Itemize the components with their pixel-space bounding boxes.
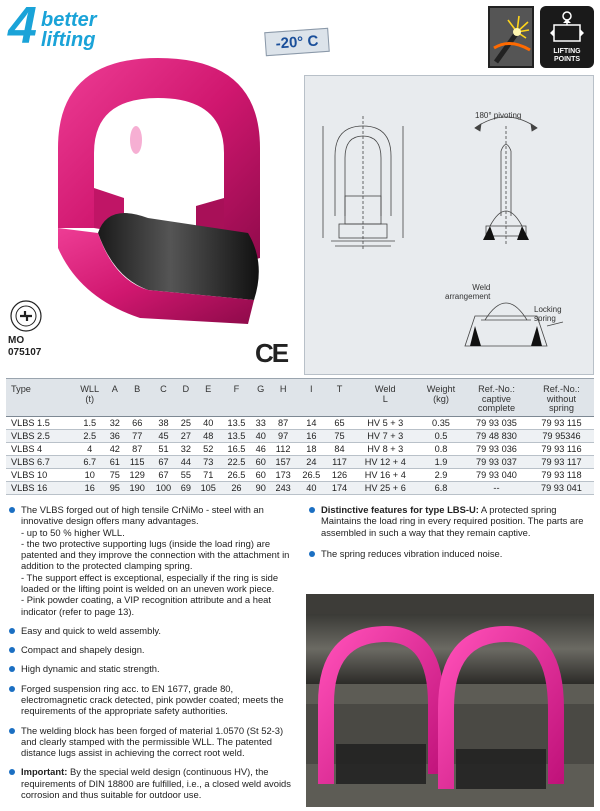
bg-pruefzert-seal-icon <box>10 300 42 332</box>
table-cell: 0.8 <box>418 443 464 456</box>
table-cell: 16.5 <box>221 443 251 456</box>
table-cell: 27 <box>177 430 196 443</box>
table-cell: 79 93 037 <box>464 456 529 469</box>
column-header-line: captive <box>481 393 512 404</box>
table-cell: 79 93 041 <box>529 482 594 495</box>
table-header-row <box>6 379 594 417</box>
table-cell: 0.35 <box>418 417 464 430</box>
table-body <box>6 417 594 495</box>
table-cell: 22.5 <box>221 456 251 469</box>
table-cell: 79 93 116 <box>529 443 594 456</box>
table-cell: 1.5 <box>74 417 106 430</box>
table-cell: 97 <box>270 430 296 443</box>
table-row <box>6 469 594 482</box>
table-row <box>6 482 594 495</box>
product-photo <box>28 28 290 328</box>
table-cell: 44 <box>177 456 196 469</box>
feature-item: Compact and shapely design. <box>6 644 300 655</box>
table-cell: 60 <box>251 469 270 482</box>
column-header <box>195 379 221 417</box>
column-header <box>418 379 464 417</box>
column-header-line: C <box>160 384 167 394</box>
column-header-line: Weight <box>426 384 456 394</box>
column-header <box>353 379 418 417</box>
table-cell: 18 <box>296 443 326 456</box>
table-cell: 190 <box>124 482 150 495</box>
table-cell: 40 <box>195 417 221 430</box>
table-cell: 79 93 036 <box>464 443 529 456</box>
table-cell: 79 95346 <box>529 430 594 443</box>
table-cell: 2.9 <box>418 469 464 482</box>
lifting-label-2: POINTS <box>553 55 581 63</box>
table-cell: 129 <box>124 469 150 482</box>
table-cell: 75 <box>106 469 125 482</box>
table-cell: 48 <box>195 430 221 443</box>
table-cell: 55 <box>177 469 196 482</box>
table-cell: 46 <box>251 443 270 456</box>
table-cell: 10 <box>74 469 106 482</box>
table-cell: 79 93 035 <box>464 417 529 430</box>
table-cell: 105 <box>195 482 221 495</box>
table-cell: HV 25 + 6 <box>353 482 418 495</box>
column-header-line: Weld <box>374 384 396 394</box>
column-header <box>74 379 106 417</box>
feature-item <box>6 504 300 617</box>
table-cell: 67 <box>150 469 176 482</box>
table-cell: 42 <box>106 443 125 456</box>
feature-lead-text: The VLBS forged out of high tensile CrNiMo - steel with an innovative design offers many advantages. <box>21 504 264 527</box>
column-header <box>529 379 594 417</box>
cert-line-2: 075107 <box>8 346 42 358</box>
table-cell: 36 <box>106 430 125 443</box>
table-cell: 40 <box>296 482 326 495</box>
feature-item: The welding block has been forged of material 1.0570 (St 52-3) and clearly stamped with the permissible WLL. The patented distance lugs assist in achieving the correct root weld. <box>6 725 300 759</box>
table-cell: 79 93 115 <box>529 417 594 430</box>
column-header <box>124 379 150 417</box>
table-cell: HV 5 + 3 <box>353 417 418 430</box>
column-header-line: D <box>182 384 190 394</box>
table-cell: 79 93 117 <box>529 456 594 469</box>
feature-item: High dynamic and static strength. <box>6 663 300 674</box>
column-header-line: without <box>546 393 577 404</box>
locking-label-1: Locking <box>534 305 562 314</box>
table-row <box>6 430 594 443</box>
feature-item: The spring reduces vibration induced noise. <box>306 548 596 559</box>
table-cell: 25 <box>177 417 196 430</box>
table-cell: 117 <box>326 456 352 469</box>
column-header-line: (kg) <box>433 393 449 404</box>
table-cell: 4 <box>74 443 106 456</box>
column-header <box>177 379 196 417</box>
table-cell: 14 <box>296 417 326 430</box>
logo-word-lifting: lifting <box>41 29 96 51</box>
column-header <box>464 379 529 417</box>
technical-drawing <box>304 75 594 375</box>
table-cell: 26 <box>221 482 251 495</box>
ce-mark: CE <box>255 338 288 368</box>
pivot-label: 180° pivoting <box>475 111 522 120</box>
table-cell: HV 16 + 4 <box>353 469 418 482</box>
table-cell: 16 <box>74 482 106 495</box>
column-header-line: WLL <box>80 384 100 394</box>
column-header-line: L <box>382 393 388 404</box>
feature-list-right <box>306 504 596 559</box>
table-cell: 84 <box>326 443 352 456</box>
table-cell: 173 <box>270 469 296 482</box>
table-cell: 16 <box>296 430 326 443</box>
table-cell: 126 <box>326 469 352 482</box>
table-cell: 79 93 040 <box>464 469 529 482</box>
feature-sub-text: - Pink powder coating, a VIP recognition attribute and a heat indicator (refer to page 13). <box>21 594 271 617</box>
table-cell: HV 8 + 3 <box>353 443 418 456</box>
column-header-line: Ref.-No.: <box>543 384 580 394</box>
weld-label-1: Weld <box>472 283 491 292</box>
table-cell: 75 <box>326 430 352 443</box>
important-text: By the special weld design (continuous HV), the requirements of DIN 18800 are fulfilled, i.e., a closed weld avoids corrosion and thus suitable for outdoor use. <box>21 766 291 800</box>
table-cell: 40 <box>251 430 270 443</box>
table-cell: 26.5 <box>221 469 251 482</box>
feature-item <box>306 504 596 538</box>
table-cell: 33 <box>251 417 270 430</box>
table-cell: 60 <box>251 456 270 469</box>
column-header-line: F <box>233 384 240 394</box>
table-cell: 90 <box>251 482 270 495</box>
column-header <box>251 379 270 417</box>
certification-number <box>8 335 41 358</box>
table-cell: 87 <box>124 443 150 456</box>
table-cell: 6.8 <box>418 482 464 495</box>
weld-arrangement-label <box>445 284 490 302</box>
table-cell: -- <box>464 482 529 495</box>
table-cell: 67 <box>150 456 176 469</box>
table-cell: 243 <box>270 482 296 495</box>
table-cell: 13.5 <box>221 417 251 430</box>
table-cell: 115 <box>124 456 150 469</box>
column-header <box>150 379 176 417</box>
table-cell: 51 <box>150 443 176 456</box>
table-row <box>6 456 594 469</box>
column-header-line: spring <box>548 403 574 414</box>
table-cell: 26.5 <box>296 469 326 482</box>
logo-word-better: better <box>41 9 97 31</box>
welded-lifting-points-photo <box>306 594 594 807</box>
column-header-line: G <box>257 384 265 394</box>
column-header <box>270 379 296 417</box>
table-cell: VLBS 2.5 <box>6 430 74 443</box>
table-cell: VLBS 6.7 <box>6 456 74 469</box>
logo-digit: 4 <box>8 0 37 55</box>
table-cell: VLBS 10 <box>6 469 74 482</box>
column-header <box>296 379 326 417</box>
locking-label-2: spring <box>534 313 556 323</box>
table-cell: 174 <box>326 482 352 495</box>
table-cell: 6.7 <box>74 456 106 469</box>
column-header <box>221 379 251 417</box>
cert-line-1: MO <box>8 335 25 346</box>
table-cell: 95 <box>106 482 125 495</box>
table-cell: 0.5 <box>418 430 464 443</box>
lifting-points-icon <box>540 6 594 68</box>
column-header-line: I <box>310 384 313 394</box>
column-header-line: H <box>279 384 287 394</box>
column-header-line: E <box>205 384 212 394</box>
column-header <box>326 379 352 417</box>
feature-item: Forged suspension ring acc. to EN 1677, grade 80, electromagnetic crack detected, pink powder coated; meets the requirements of the appropriate safety authorities. <box>6 683 300 717</box>
column-header-line: T <box>336 384 343 394</box>
table-cell: 112 <box>270 443 296 456</box>
feature-sub-text: - the two protective supporting lugs (inside the load ring) are patented and they improve the connection with the attachment in addition to the protected clamping spring. <box>21 537 290 572</box>
column-header-line: complete <box>477 403 516 414</box>
distinctive-features-text: A protected spring Maintains the load ring in every required position. The parts are assembled in such a way that they remain captive. <box>321 504 584 538</box>
table-cell: 61 <box>106 456 125 469</box>
table-cell: 24 <box>296 456 326 469</box>
table-cell: HV 7 + 3 <box>353 430 418 443</box>
table-cell: 13.5 <box>221 430 251 443</box>
table-cell: 32 <box>177 443 196 456</box>
column-header-line: (t) <box>85 393 95 404</box>
welding-spark-icon <box>488 6 534 68</box>
table-cell: 87 <box>270 417 296 430</box>
spec-table <box>6 378 594 495</box>
table-cell: 100 <box>150 482 176 495</box>
table-cell: 38 <box>150 417 176 430</box>
table-cell: 32 <box>106 417 125 430</box>
table-cell: 65 <box>326 417 352 430</box>
table-cell: 66 <box>124 417 150 430</box>
table-cell: 71 <box>195 469 221 482</box>
locking-spring-label <box>534 306 562 324</box>
table-cell: 45 <box>150 430 176 443</box>
table-row <box>6 443 594 456</box>
feature-sub-text: - The support effect is exceptional, especially if the ring is side loaded or the lifting point is welded on an uneven work piece. <box>21 571 279 594</box>
distinctive-features-label: Distinctive features for type LBS-U: <box>321 504 479 515</box>
table-cell: 157 <box>270 456 296 469</box>
important-label: Important: <box>21 766 68 778</box>
feature-list-left <box>6 504 300 808</box>
table-cell: 1.9 <box>418 456 464 469</box>
table-cell: 77 <box>124 430 150 443</box>
column-header <box>6 379 74 417</box>
column-header-line: Ref.-No.: <box>478 384 515 394</box>
column-header-line: A <box>111 384 118 394</box>
feature-item: Easy and quick to weld assembly. <box>6 625 300 636</box>
temperature-badge: -20° C <box>264 28 330 56</box>
feature-sub-text: - up to 50 % higher WLL. <box>21 526 125 538</box>
column-header-line: Type <box>11 384 31 394</box>
table-cell: VLBS 16 <box>6 482 74 495</box>
table-cell: 79 48 830 <box>464 430 529 443</box>
column-header-line: B <box>134 384 141 394</box>
table-cell: 79 93 118 <box>529 469 594 482</box>
feature-item <box>6 766 300 800</box>
weld-label-2: arrangement <box>445 291 491 301</box>
table-cell: 73 <box>195 456 221 469</box>
table-cell: VLBS 4 <box>6 443 74 456</box>
table-cell: VLBS 1.5 <box>6 417 74 430</box>
table-cell: HV 12 + 4 <box>353 456 418 469</box>
table-row <box>6 417 594 430</box>
table-cell: 2.5 <box>74 430 106 443</box>
lifting-label-1: LIFTING <box>553 48 581 56</box>
table-cell: 69 <box>177 482 196 495</box>
table-cell: 52 <box>195 443 221 456</box>
column-header <box>106 379 125 417</box>
